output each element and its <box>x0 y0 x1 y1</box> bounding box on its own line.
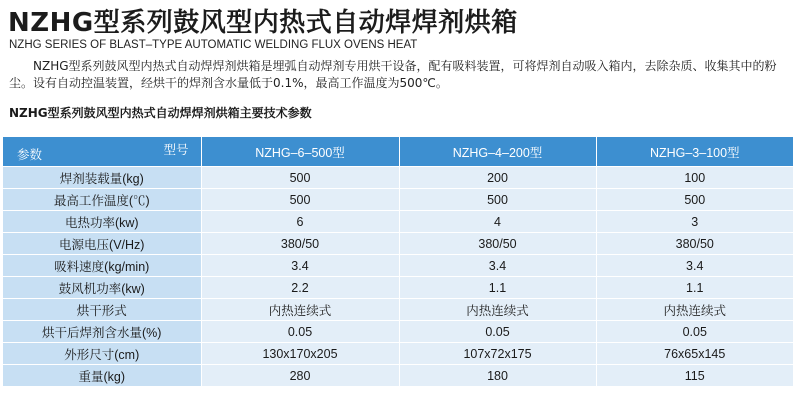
value-cell: 3.4 <box>201 255 399 277</box>
table-header-row <box>3 137 793 167</box>
page-title: NZHG型系列鼓风型内热式自动焊焊剂烘箱 <box>8 8 518 38</box>
value-cell: 107x72x175 <box>399 343 596 365</box>
corner-param-label: 参数 <box>17 148 43 162</box>
value-cell: 115 <box>596 365 793 387</box>
value-cell: 0.05 <box>201 321 399 343</box>
value-cell: 1.1 <box>596 277 793 299</box>
param-cell: 鼓风机功率(kw) <box>3 277 201 299</box>
table-row <box>3 167 793 189</box>
value-cell: 6 <box>201 211 399 233</box>
value-cell: 3 <box>596 211 793 233</box>
page-subtitle: NZHG SERIES OF BLAST–TYPE AUTOMATIC WELDING FLUX OVENS HEAT <box>9 39 418 51</box>
table-row <box>3 255 793 277</box>
value-cell: 380/50 <box>596 233 793 255</box>
value-cell: 3.4 <box>596 255 793 277</box>
value-cell: 130x170x205 <box>201 343 399 365</box>
value-cell: 0.05 <box>596 321 793 343</box>
value-cell: 1.1 <box>399 277 596 299</box>
value-cell: 0.05 <box>399 321 596 343</box>
param-cell: 电热功率(kw) <box>3 211 201 233</box>
value-cell: 280 <box>201 365 399 387</box>
param-cell: 焊剂装载量(kg) <box>3 167 201 189</box>
table-row <box>3 233 793 255</box>
value-cell: 200 <box>399 167 596 189</box>
table-row <box>3 299 793 321</box>
value-cell: 2.2 <box>201 277 399 299</box>
value-cell: 内热连续式 <box>596 299 793 321</box>
param-cell: 电源电压(V/Hz) <box>3 233 201 255</box>
param-cell: 烘干后焊剂含水量(%) <box>3 321 201 343</box>
table-row <box>3 189 793 211</box>
product-description: NZHG型系列鼓风型内热式自动焊焊剂烘箱是埋弧自动焊剂专用烘干设备，配有吸料装置，可将焊剂自动吸入箱内，去除杂质、收集其中的粉尘。设有自动控温装置，经烘干的焊剂含水量低于0.1%，最高工作温度为500℃。 <box>9 59 777 90</box>
model-header-cell: NZHG–4–200型 <box>399 137 596 167</box>
table-row <box>3 343 793 365</box>
spec-table <box>3 137 793 386</box>
table-heading: NZHG型系列鼓风型内热式自动焊焊剂烘箱主要技术参数 <box>9 106 312 120</box>
value-cell: 76x65x145 <box>596 343 793 365</box>
model-header-cell: NZHG–6–500型 <box>201 137 399 167</box>
model-header-cell: NZHG–3–100型 <box>596 137 793 167</box>
value-cell: 500 <box>201 189 399 211</box>
value-cell: 100 <box>596 167 793 189</box>
value-cell: 500 <box>596 189 793 211</box>
value-cell: 180 <box>399 365 596 387</box>
param-cell: 最高工作温度(℃) <box>3 189 201 211</box>
param-cell: 烘干形式 <box>3 299 201 321</box>
value-cell: 500 <box>201 167 399 189</box>
value-cell: 380/50 <box>201 233 399 255</box>
param-cell: 吸料速度(kg/min) <box>3 255 201 277</box>
table-row <box>3 365 793 387</box>
value-cell: 4 <box>399 211 596 233</box>
param-cell: 重量(kg) <box>3 365 201 387</box>
corner-header-cell <box>3 137 201 167</box>
table-row <box>3 277 793 299</box>
value-cell: 500 <box>399 189 596 211</box>
value-cell: 3.4 <box>399 255 596 277</box>
value-cell: 内热连续式 <box>399 299 596 321</box>
table-row <box>3 211 793 233</box>
param-cell: 外形尺寸(cm) <box>3 343 201 365</box>
table-row <box>3 321 793 343</box>
corner-model-label: 型号 <box>163 143 189 157</box>
value-cell: 内热连续式 <box>201 299 399 321</box>
value-cell: 380/50 <box>399 233 596 255</box>
